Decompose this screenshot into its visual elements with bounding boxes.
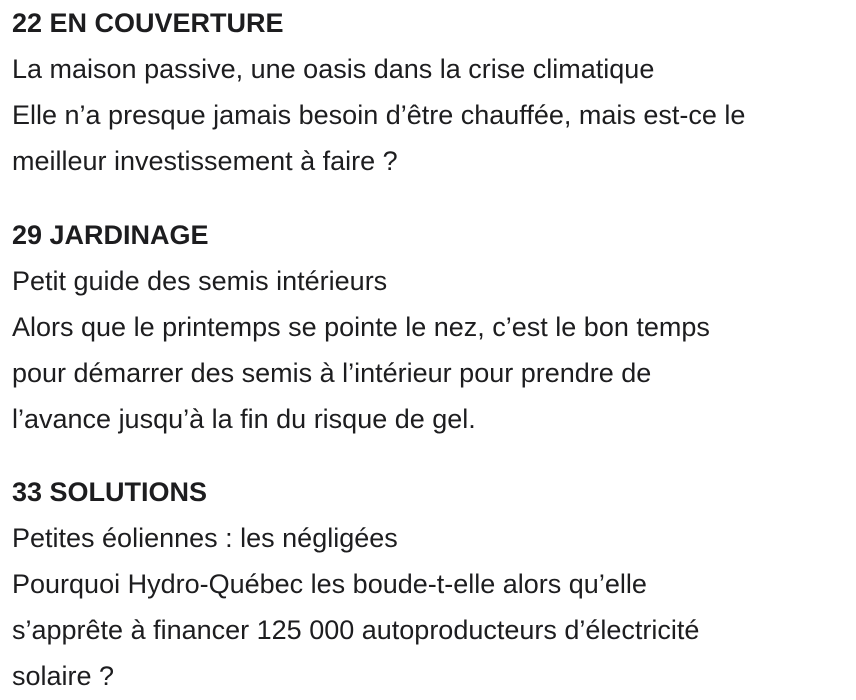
article-description: Elle n’a presque jamais besoin d’être chauffée, mais est-ce le meilleur investissement à faire ?: [12, 100, 746, 176]
article-title: La maison passive, une oasis dans la crise climatique: [12, 54, 655, 84]
article-title: Petit guide des semis intérieurs: [12, 266, 388, 296]
article-section: [12, 0, 848, 184]
section-heading: 33 SOLUTIONS: [12, 477, 208, 507]
section-heading: 29 JARDINAGE: [12, 220, 209, 250]
article-description: Alors que le printemps se pointe le nez, c’est le bon temps pour démarrer des semis à l’intérieur pour prendre de l’avance jusqu’à la fin du risque de gel.: [12, 312, 710, 434]
section-heading: 22 EN COUVERTURE: [12, 8, 284, 38]
article-title: Petites éoliennes : les négligées: [12, 523, 398, 553]
article-description: Pourquoi Hydro-Québec les boude-t-elle alors qu’elle s’apprête à financer 125 000 autoproducteurs d’électricité solaire ?: [12, 569, 700, 691]
article-section: [12, 212, 848, 442]
article-section: [12, 469, 848, 699]
